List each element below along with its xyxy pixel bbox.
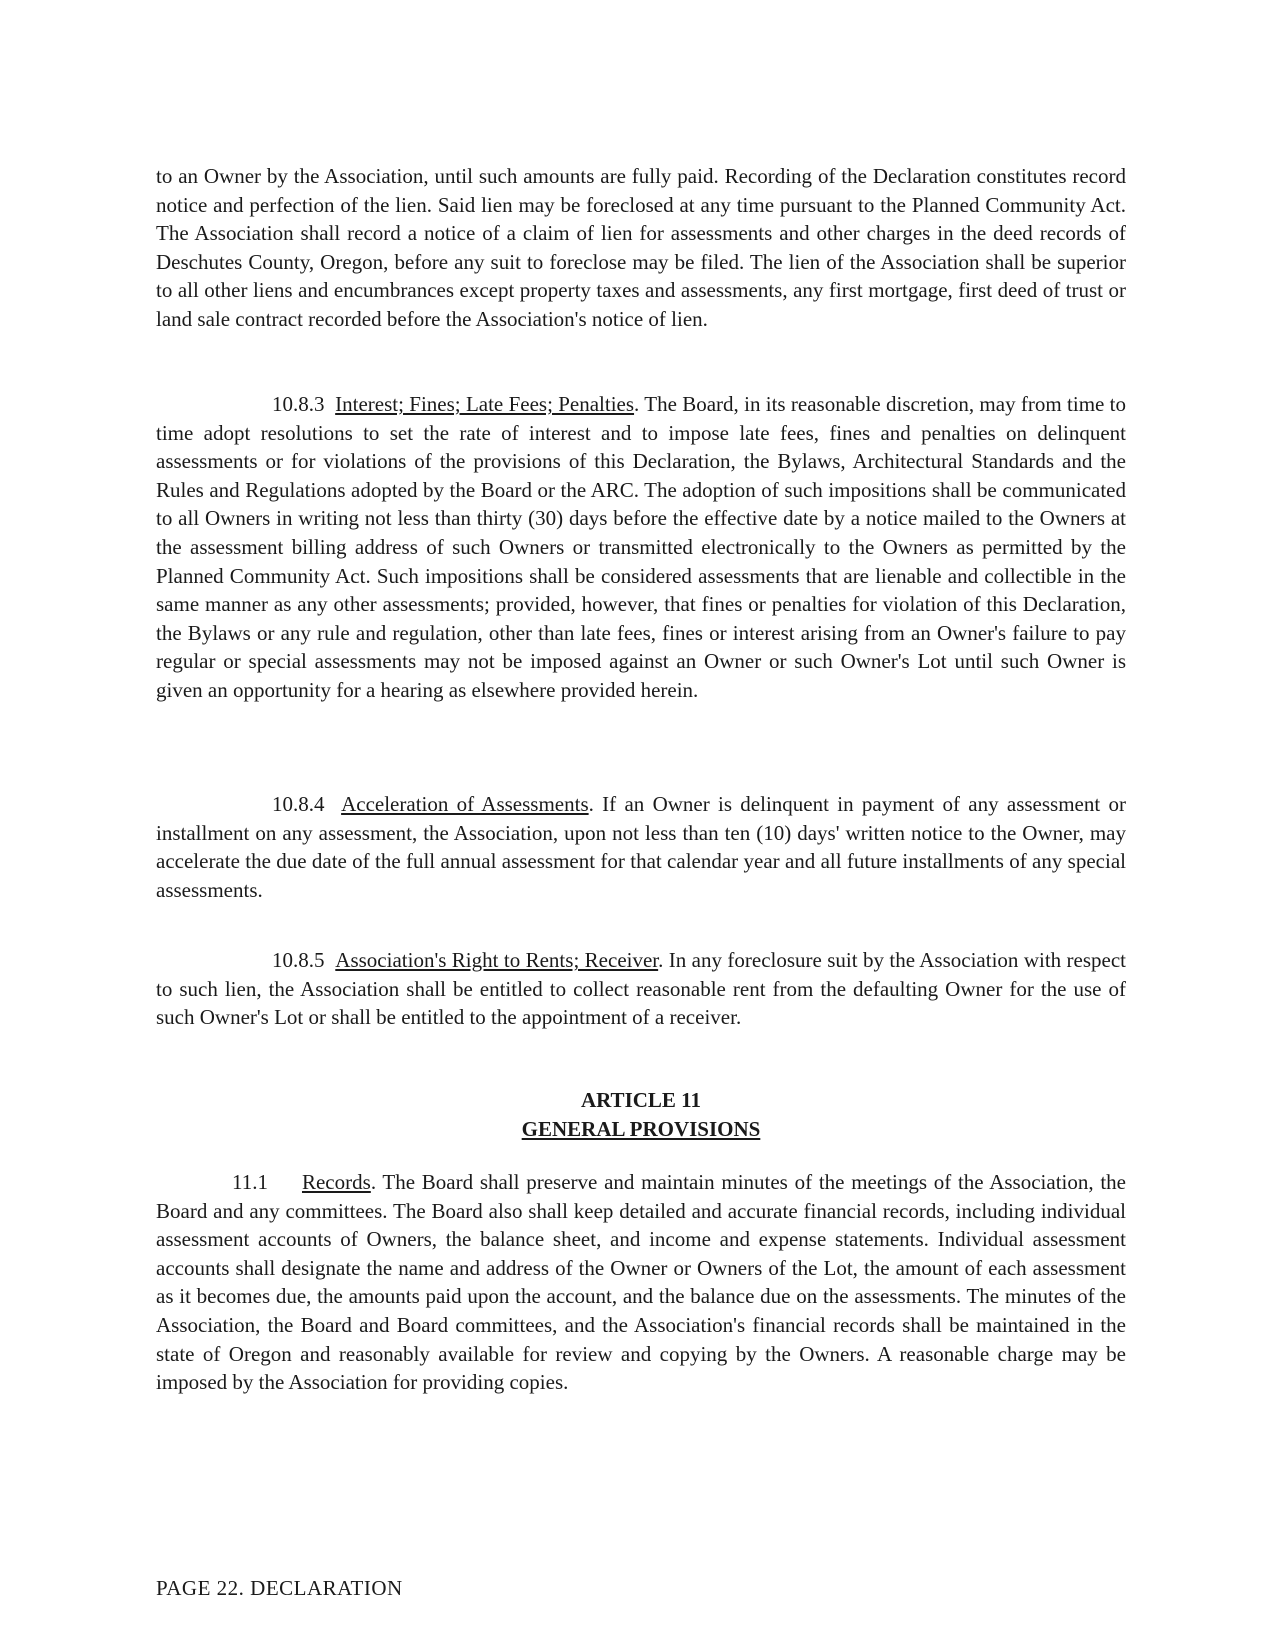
section-text: . In any foreclosure suit by the Association with respect to such lien, the Association shall be entitled to collect reasonable rent from the defaulting Owner for the use of such Owner's Lot or shall be entitled to the appointment of a receiver. xyxy=(156,948,1127,1030)
paragraph-text: to an Owner by the Association, until such amounts are fully paid. Recording of the Declaration constitutes record notice and perfection of the lien. Said lien may be foreclosed at any time pursuant to the Planned Community Act. The Association shall record a notice of a claim of lien for assessments and other charges in the deed records of Deschutes County, Oregon, before any suit to foreclose may be filed. The lien of the Association shall be superior to all other liens and encumbrances except property taxes and assessments, any first mortgage, first deed of trust or land sale contract recorded before the Association's notice of lien. xyxy=(156,164,1126,331)
paragraph-lien-continuation xyxy=(156,162,1126,334)
section-text: . If an Owner is delinquent in payment of any assessment or installment on any assessment, the Association, upon not less than ten (10) days' written notice to the Owner, may accelerate the due date of the full annual assessment for that calendar year and all future installments of any special assessments. xyxy=(156,792,1126,902)
section-text: . The Board, in its reasonable discretion, may from time to time adopt resolutions to set the rate of interest and to impose late fees, fines and penalties on delinquent assessments or for violations of the provisions of this Declaration, the Bylaws, Architectural Standards and the Rules and Regulations adopted by the Board or the ARC. The adoption of such impositions shall be communicated to all Owners in writing not less than thirty (30) days before the effective date by a notice mailed to the Owners at the assessment billing address of such Owners or transmitted electronically to the Owners as permitted by the Planned Community Act. Such impositions shall be considered assessments that are lienable and collectible in the same manner as any other assessments; provided, however, that fines or penalties for violation of this Declaration, the Bylaws or any rule and regulation, other than late fees, fines or interest arising from an Owner's failure to pay regular or special assessments may not be imposed against an Owner or such Owner's Lot until such Owner is given an opportunity for a hearing as elsewhere provided herein. xyxy=(156,392,1127,702)
page-footer: PAGE 22. DECLARATION xyxy=(156,1576,403,1600)
section-title: Interest; Fines; Late Fees; Penalties xyxy=(335,392,635,416)
section-number: 10.8.4 xyxy=(272,792,325,816)
section-text: . The Board shall preserve and maintain minutes of the meetings of the Association, the Board and any committees. The Board also shall keep detailed and accurate financial records, including individual assessment accounts of Owners, the balance sheet, and income and expense statements. Individual assessment accounts shall designate the name and address of the Owner or Owners of the Lot, the amount of each assessment as it becomes due, the amounts paid upon the account, and the balance due on the assessments. The minutes of the Association, the Board and Board committees, and the Association's financial records shall be maintained in the state of Oregon and reasonably available for review and copying by the Owners. A reasonable charge may be imposed by the Association for providing copies. xyxy=(156,1170,1126,1395)
section-title: Association's Right to Rents; Receiver xyxy=(335,948,659,972)
article-title: GENERAL PROVISIONS xyxy=(521,1117,761,1141)
section-10-8-4 xyxy=(156,790,1126,904)
article-heading xyxy=(156,1086,1126,1144)
section-10-8-5 xyxy=(156,946,1126,1032)
article-number: ARTICLE 11 xyxy=(580,1088,702,1112)
section-10-8-3 xyxy=(156,390,1126,705)
section-number: 10.8.5 xyxy=(272,948,325,972)
section-number: 10.8.3 xyxy=(272,392,325,416)
section-title: Records xyxy=(301,1170,371,1194)
section-11-1 xyxy=(156,1168,1126,1397)
section-title: Acceleration of Assessments xyxy=(341,792,589,816)
section-number: 11.1 xyxy=(232,1170,268,1194)
